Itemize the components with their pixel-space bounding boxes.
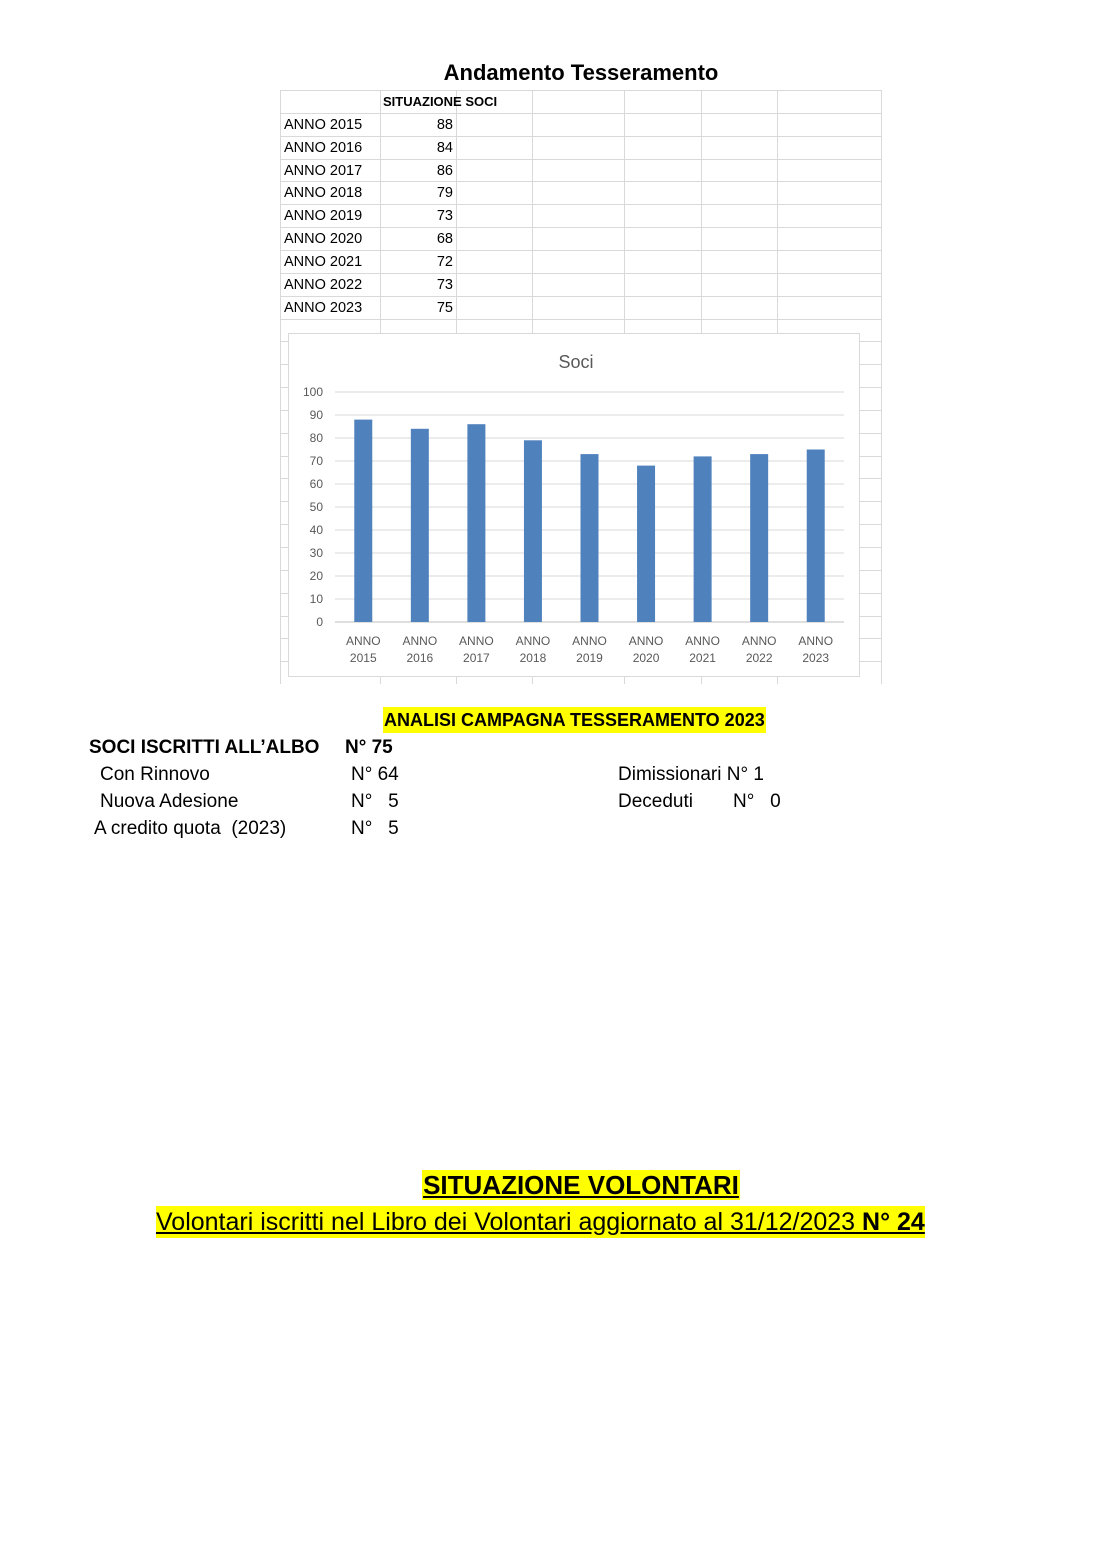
y-tick-label: 100: [302, 385, 323, 399]
nuova-adesione-label: Nuova Adesione: [100, 791, 239, 812]
bar-chart-svg: [289, 334, 859, 676]
column-header: SITUAZIONE SOCI: [383, 94, 498, 109]
volunteers-title-text: SITUAZIONE VOLONTARI: [423, 1170, 739, 1200]
deceduti-label: Deceduti: [618, 791, 693, 812]
volunteers-line: [156, 1206, 925, 1238]
row-year-2020: ANNO 2020: [284, 231, 363, 247]
x-tick-label: ANNO 2015: [345, 634, 381, 665]
y-tick-label: 50: [309, 500, 323, 514]
bar: [807, 450, 825, 623]
credito-quota-value: N° 5: [351, 818, 399, 839]
x-tick-label: ANNO 2020: [628, 634, 664, 665]
x-tick-label: ANNO 2018: [515, 634, 551, 665]
x-tick-label: ANNO 2023: [798, 634, 834, 665]
row-year-2019: ANNO 2019: [284, 208, 363, 224]
x-tick-label: ANNO 2022: [741, 634, 777, 665]
row-year-2022: ANNO 2022: [284, 277, 363, 293]
volunteers-title: [0, 1170, 1100, 1201]
row-value-2015: 88: [436, 117, 453, 133]
row-year-2018: ANNO 2018: [284, 185, 363, 201]
x-tick-label: ANNO 2016: [402, 634, 438, 665]
row-year-2017: ANNO 2017: [284, 163, 363, 179]
row-value-2017: 86: [436, 163, 453, 179]
total-members-value: N° 75: [345, 737, 393, 758]
row-year-2021: ANNO 2021: [284, 254, 363, 270]
bar: [581, 454, 599, 622]
deceduti-value: N° 0: [733, 791, 781, 812]
row-year-2016: ANNO 2016: [284, 140, 363, 156]
row-value-2019: 73: [436, 208, 453, 224]
row-value-2018: 79: [436, 185, 453, 201]
y-tick-label: 60: [309, 477, 323, 491]
bar: [524, 440, 542, 622]
bar: [750, 454, 768, 622]
y-tick-label: 90: [309, 408, 323, 422]
row-year-2015: ANNO 2015: [284, 117, 363, 133]
y-tick-label: 0: [316, 615, 323, 629]
y-tick-label: 10: [309, 592, 323, 606]
row-value-2022: 73: [436, 277, 453, 293]
row-value-2016: 84: [436, 140, 453, 156]
bar: [467, 424, 485, 622]
y-tick-label: 70: [309, 454, 323, 468]
x-tick-label: ANNO 2019: [572, 634, 607, 665]
bar: [694, 456, 712, 622]
bar: [411, 429, 429, 622]
rinnovo-label: Con Rinnovo: [100, 764, 210, 785]
bar: [637, 466, 655, 622]
volunteers-count: N° 24: [862, 1208, 925, 1236]
x-tick-label: ANNO 2021: [685, 634, 720, 665]
bar: [354, 420, 372, 622]
volunteers-line-text: Volontari iscritti nel Libro dei Volontari aggiornato al 31/12/2023: [156, 1208, 863, 1236]
page-title: Andamento Tesseramento: [443, 60, 719, 85]
total-members-label: SOCI ISCRITTI ALL’ALBO: [89, 737, 320, 758]
row-value-2023: 75: [436, 300, 453, 316]
y-tick-label: 40: [309, 523, 323, 537]
row-year-2023: ANNO 2023: [284, 300, 363, 316]
soci-chart: [288, 333, 860, 677]
credito-quota-label: A credito quota (2023): [94, 818, 287, 839]
rinnovo-value: N° 64: [351, 764, 399, 785]
analysis-title: ANALISI CAMPAGNA TESSERAMENTO 2023: [383, 707, 766, 733]
y-tick-label: 30: [309, 546, 323, 560]
chart-title: Soci: [558, 352, 594, 372]
nuova-adesione-value: N° 5: [351, 791, 399, 812]
row-value-2020: 68: [436, 231, 453, 247]
y-tick-label: 80: [309, 431, 323, 445]
dimissionari-text: Dimissionari N° 1: [618, 764, 764, 785]
x-tick-label: ANNO 2017: [459, 634, 494, 665]
y-tick-label: 20: [309, 569, 323, 583]
row-value-2021: 72: [436, 254, 453, 270]
